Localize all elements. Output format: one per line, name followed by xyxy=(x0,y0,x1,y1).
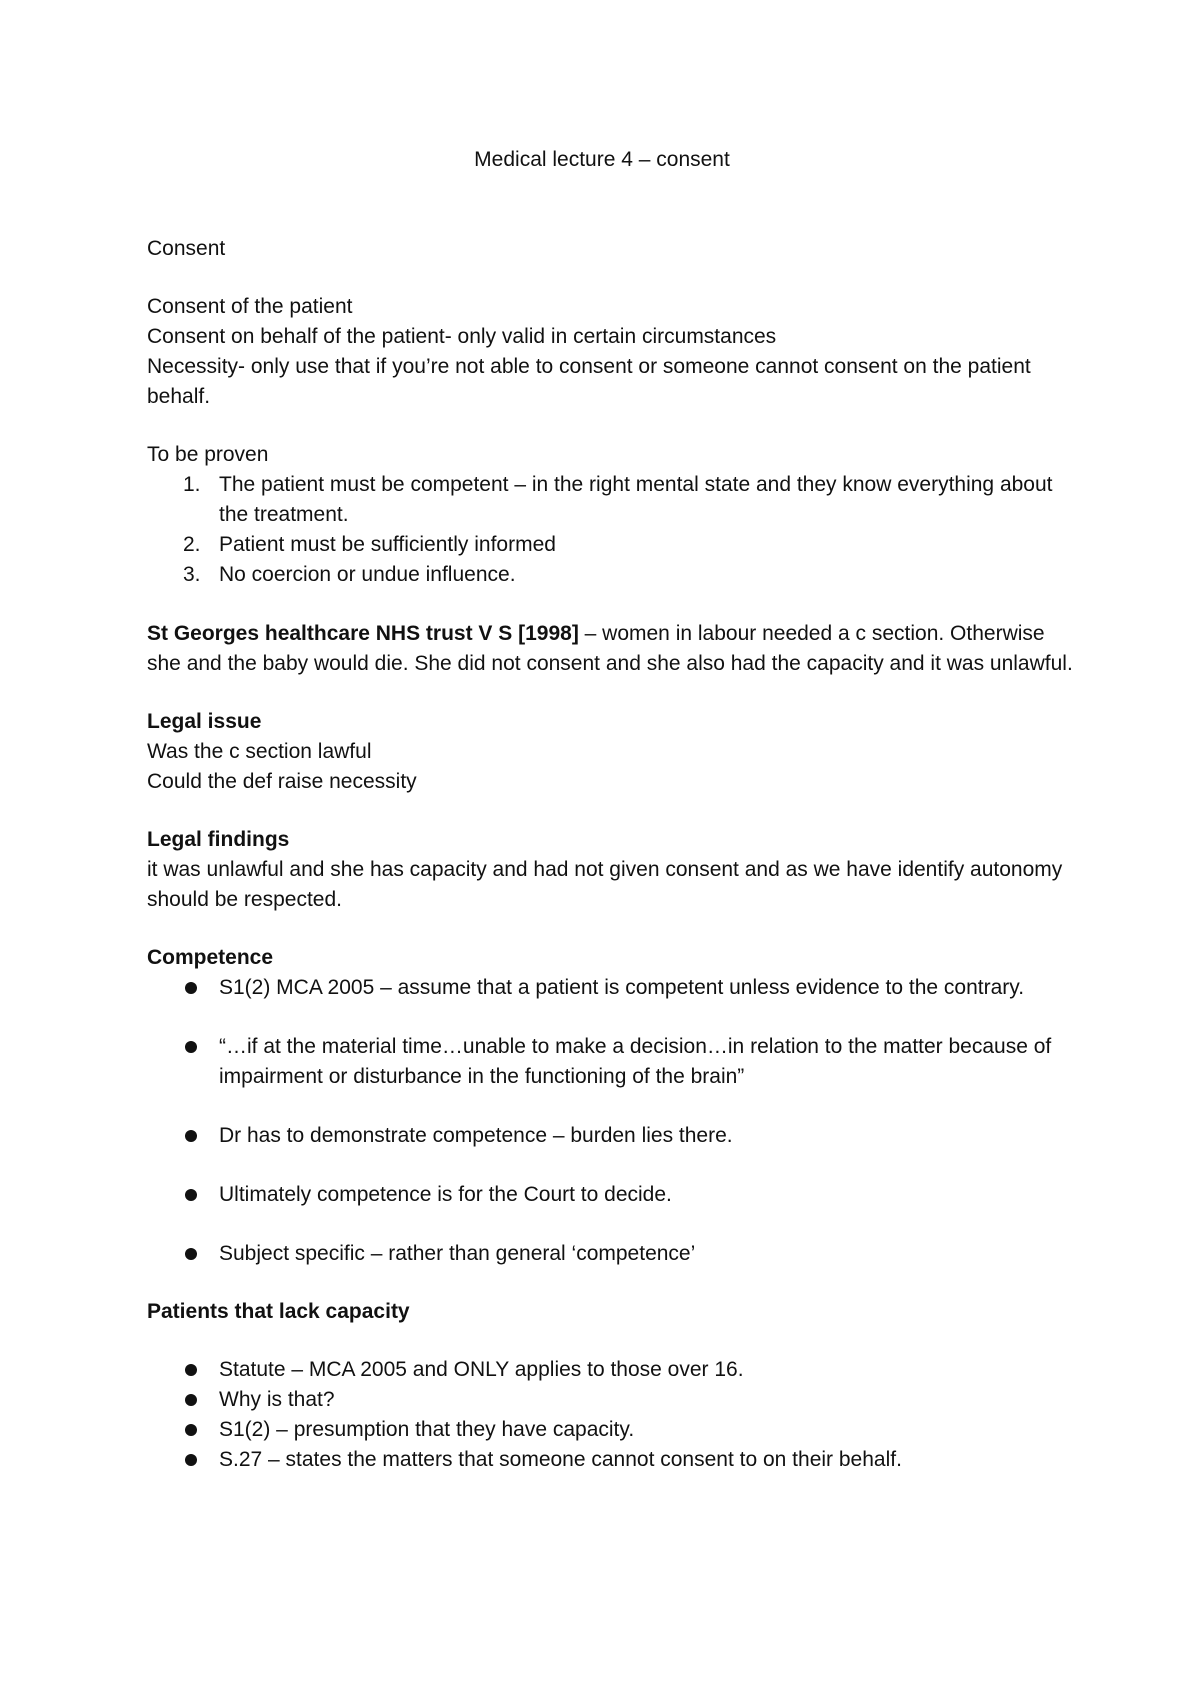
list-item xyxy=(147,1032,1077,1092)
section-heading-consent: Consent xyxy=(147,237,226,260)
list-item xyxy=(147,1121,1077,1151)
legal-findings-heading: Legal findings xyxy=(147,828,290,851)
list-item-text: Dr has to demonstrate competence – burden lies there. xyxy=(219,1124,733,1147)
list-number: 1. xyxy=(183,473,201,496)
intro-line: Necessity- only use that if you’re not able to consent or someone cannot consent on the patient behalf. xyxy=(147,355,1031,408)
list-item xyxy=(147,530,1077,560)
intro-line: Consent on behalf of the patient- only valid in certain circumstances xyxy=(147,325,777,348)
list-item-text: S1(2) – presumption that they have capacity. xyxy=(219,1418,635,1441)
bullet-icon xyxy=(185,1364,197,1376)
bullet-icon xyxy=(185,1424,197,1436)
legal-issue-heading: Legal issue xyxy=(147,710,262,733)
to-be-proven-label: To be proven xyxy=(147,443,269,466)
list-item xyxy=(147,1385,1077,1415)
bullet-icon xyxy=(185,1248,197,1260)
list-number: 3. xyxy=(183,563,201,586)
list-item-text: Subject specific – rather than general ‘competence’ xyxy=(219,1242,696,1265)
list-item-text: The patient must be competent – in the right mental state and they know everything about the treatment. xyxy=(219,473,1053,526)
legal-issue-line: Could the def raise necessity xyxy=(147,770,417,793)
document-title: Medical lecture 4 – consent xyxy=(474,148,730,171)
list-item-text: S.27 – states the matters that someone cannot consent to on their behalf. xyxy=(219,1448,902,1471)
bullet-icon xyxy=(185,1189,197,1201)
legal-findings-text: it was unlawful and she has capacity and had not given consent and as we have identify autonomy should be respected. xyxy=(147,858,1063,911)
list-item xyxy=(147,973,1077,1003)
case-paragraph xyxy=(147,619,1077,679)
to-be-proven-list xyxy=(147,470,1077,590)
list-item-text: “…if at the material time…unable to make a decision…in relation to the matter because of impairment or disturbance in the functioning of the brain” xyxy=(219,1035,1052,1088)
list-item-text: No coercion or undue influence. xyxy=(219,563,516,586)
list-item xyxy=(147,1415,1077,1445)
list-item xyxy=(147,1445,1077,1475)
list-item-text: Why is that? xyxy=(219,1388,335,1411)
list-item-text: Statute – MCA 2005 and ONLY applies to those over 16. xyxy=(219,1358,744,1381)
list-item xyxy=(147,1355,1077,1385)
bullet-icon xyxy=(185,1041,197,1053)
bullet-icon xyxy=(185,982,197,994)
document-body xyxy=(147,145,1077,1475)
list-item-text: Patient must be sufficiently informed xyxy=(219,533,556,556)
competence-list xyxy=(147,973,1077,1269)
bullet-icon xyxy=(185,1454,197,1466)
competence-heading: Competence xyxy=(147,946,274,969)
list-item xyxy=(147,1239,1077,1269)
case-name: St Georges healthcare NHS trust V S [1998] xyxy=(147,622,579,645)
bullet-icon xyxy=(185,1130,197,1142)
bullet-icon xyxy=(185,1394,197,1406)
list-item xyxy=(147,470,1077,530)
list-item-text: S1(2) MCA 2005 – assume that a patient is competent unless evidence to the contrary. xyxy=(219,976,1025,999)
case-text: – women in labour needed a c section. Otherwise she and the baby would die. She did not consent and she also had the capacity and it was unlawful. xyxy=(147,622,1073,675)
lack-capacity-list xyxy=(147,1355,1077,1475)
intro-line: Consent of the patient xyxy=(147,295,353,318)
list-item-text: Ultimately competence is for the Court to decide. xyxy=(219,1183,672,1206)
legal-issue-line: Was the c section lawful xyxy=(147,740,372,763)
list-item xyxy=(147,1180,1077,1210)
list-number: 2. xyxy=(183,533,201,556)
list-item xyxy=(147,560,1077,590)
lack-capacity-heading: Patients that lack capacity xyxy=(147,1300,410,1323)
